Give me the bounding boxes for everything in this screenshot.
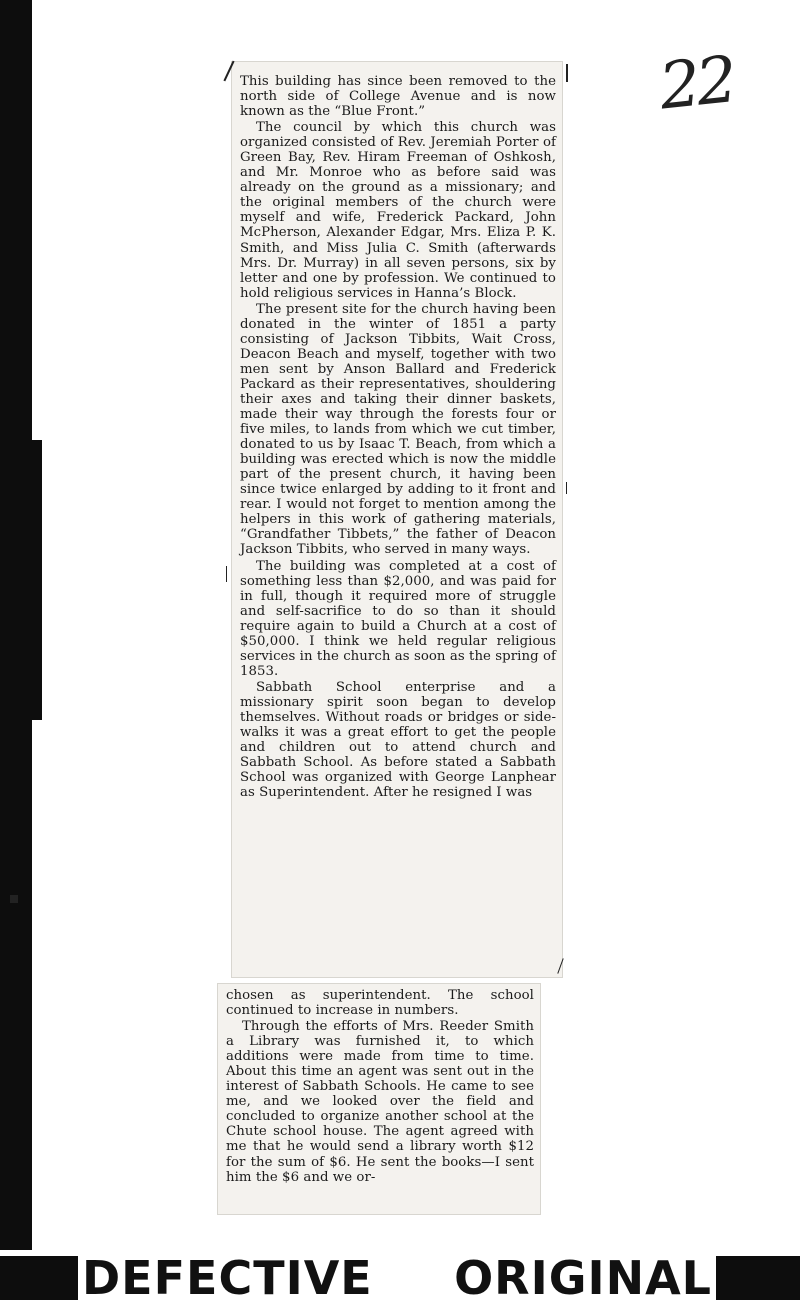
scan-dark-edge-notch — [32, 440, 42, 720]
paragraph-3: The present site for the church having been donated in the winter of 1851 a party consisting of Jackson Tibbits, Wait Cross, Deacon Beach and myself, together with two men sent by Anson Ballard and Frederick Packard as their representatives, shouldering their axes and taking their dinner baskets, made their way through the forests four or five miles, to lands from which we cut timber, donated to us by Isaac T. Beach, from which a building was erected which is now the middle part of the present church, it having been since twice enlarged by adding to it front and rear. I would not forget to mention among the helpers in this work of gathering materials, “Grandfather Tibbets,” the father of Deacon Jackson Tibbits, who served in many ways. — [240, 301, 556, 558]
paragraph-5: Sabbath School enterprise and a missionary spirit soon began to develop themselves. Without roads or bridges or side-walks it was a great effort to get the people and children out to attend church and Sabbath School. As before stated a Sabbath School was organized with George Lanphear as Superintendent. After he resigned I was — [240, 679, 556, 801]
paragraph-4: The building was completed at a cost of something less than $2,000, and was paid for in full, though it required more of struggle and self-sacrifice to do so than it should require again to build a Church at a cost of $50,000. I think we held regular religious services in the church as soon as the spring of 1853. — [240, 558, 556, 679]
scan-mark — [226, 566, 227, 582]
clipping-column-2 — [218, 984, 540, 1214]
handwritten-page-number: 22 — [656, 43, 737, 125]
banner-word-original: ORIGINAL — [454, 1251, 712, 1305]
paragraph-1: This building has since been removed to the north side of College Avenue and is now known as the “Blue Front.” — [240, 74, 556, 120]
banner-word-defective: DEFECTIVE — [82, 1251, 373, 1305]
clipping-column-1 — [232, 62, 562, 977]
defective-original-banner — [0, 1250, 800, 1303]
paragraph-2: The council by which this church was organized consisted of Rev. Jeremiah Porter of Green Bay, Rev. Hiram Freeman of Oshkosh, and Mr. Monroe who as before said was already on the ground as a missionary; and the original members of the church were myself and wife, Frederick Packard, John McPherson, Alexander Edgar, Mrs. Eliza P. K. Smith, and Miss Julia C. Smith (afterwards Mrs. Dr. Murray) in all seven persons, six by letter and one by profession. We continued to hold religious services in Hanna’s Block. — [240, 120, 556, 301]
scan-dark-edge — [0, 0, 32, 1250]
paragraph-7: Through the efforts of Mrs. Reeder Smith a Library was furnished it, to which additions were made from time to time. About this time an agent was sent out in the interest of Sabbath Schools. He came to see me, and we looked over the field and concluded to organize another school at the Chute school house. The agent agreed with me that he would send a library worth $12 for the sum of $6. He sent the books—I sent him the $6 and we or- — [226, 1019, 534, 1185]
scan-mark — [566, 482, 567, 494]
banner-bar-left — [0, 1256, 78, 1300]
banner-text — [82, 1250, 712, 1303]
scan-mark — [10, 895, 18, 903]
banner-bar-right — [716, 1256, 800, 1300]
scan-mark — [566, 64, 568, 82]
paragraph-6: chosen as superintendent. The school continued to increase in numbers. — [226, 988, 534, 1019]
